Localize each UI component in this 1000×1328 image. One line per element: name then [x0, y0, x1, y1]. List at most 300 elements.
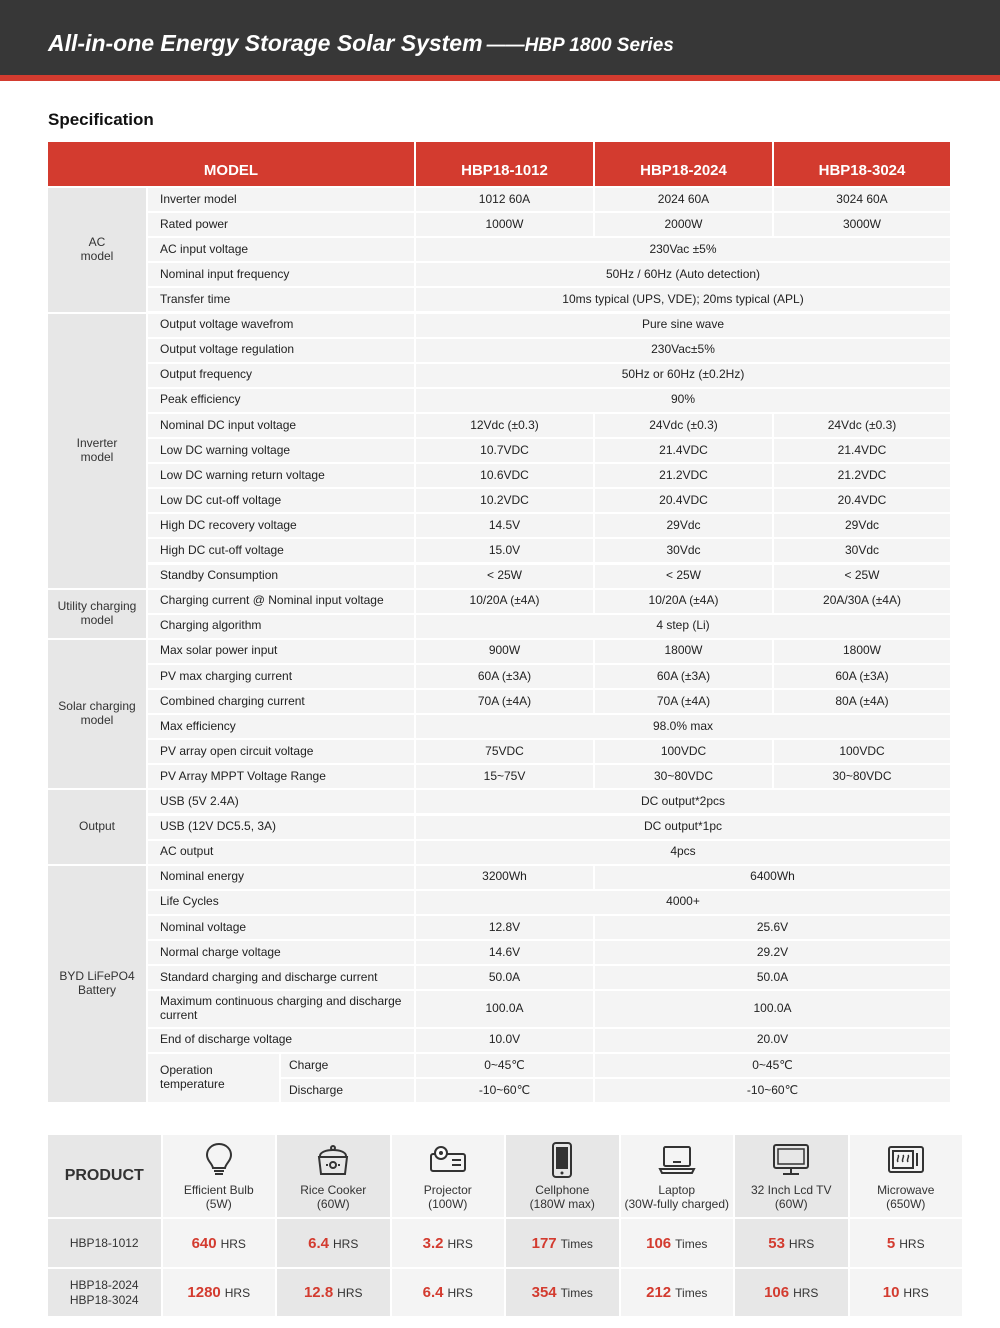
- row-inverter-model-hbp18-1012: [416, 188, 593, 211]
- row-standby-value: < 25W: [665, 568, 701, 583]
- runtime-value: [532, 1284, 593, 1301]
- device-power: (180W max): [529, 1197, 595, 1211]
- row-output-frequency-label-text: Output frequency: [160, 367, 253, 382]
- runtime-unit: HRS: [447, 1286, 473, 1300]
- row-operation-temperature-discharge-value: -10~60℃: [746, 1082, 799, 1097]
- row-operation-temperature-label-text: Operation temperature: [160, 1063, 225, 1092]
- row-combined-charging-hbp18-3024: [774, 690, 950, 713]
- product-runtime-table: [48, 1135, 952, 1318]
- runtime-unit: HRS: [793, 1286, 819, 1300]
- row-output-frequency-value-all: [416, 364, 950, 387]
- row-normal-charge-voltage-value: 29.2V: [756, 944, 789, 959]
- row-ac-output-value: 4pcs: [670, 844, 696, 859]
- device-name: 32 Inch Lcd TV: [751, 1183, 832, 1198]
- category-ac-line: model: [80, 248, 114, 263]
- row-peak-efficiency-label: [148, 389, 414, 412]
- runtime-unit: HRS: [788, 1236, 815, 1251]
- row-usb-12v-label-text: USB (12V DC5.5, 3A): [160, 819, 277, 834]
- row-end-discharge-voltage-value: 20.0V: [756, 1032, 789, 1047]
- row-normal-charge-voltage-hbp18-1012: [416, 941, 593, 964]
- row-high-dc-cutoff-value: 30Vdc: [666, 543, 701, 558]
- category-utility-line: Utility charging: [57, 598, 137, 613]
- row-high-dc-cutoff-hbp18-2024: [595, 539, 772, 562]
- row-low-dc-warning-label: [148, 439, 414, 462]
- row-pv-mppt-range-value: 15~75V: [483, 768, 526, 783]
- runtime-number: 106: [646, 1234, 672, 1252]
- row-low-dc-warning-return-hbp18-3024: [774, 464, 950, 487]
- runtime-number: 12.8: [303, 1284, 334, 1301]
- microwave-icon: [886, 1140, 926, 1180]
- row-rated-power-value: 1000W: [485, 216, 524, 231]
- row-max-solar-power-hbp18-2024: [595, 640, 772, 663]
- row-max-solar-power-value: 1800W: [664, 643, 703, 658]
- row-output-regulation-value-all: [416, 339, 950, 362]
- row-normal-charge-voltage-value: 14.6V: [488, 944, 521, 959]
- row-charging-current-value: 20A/30A (±4A): [823, 593, 901, 608]
- row-charging-algorithm-value: 4 step (Li): [656, 618, 710, 633]
- category-inverter-label: [77, 437, 118, 465]
- runtime-number: 106: [764, 1284, 790, 1301]
- category-utility: [48, 590, 146, 638]
- row-max-cont-current-value: 100.0A: [485, 1001, 524, 1016]
- row-standby-hbp18-2024: [595, 565, 772, 588]
- row-pv-open-circuit-value: 100VDC: [660, 743, 707, 758]
- row-end-discharge-voltage-value: 10.0V: [488, 1032, 521, 1047]
- product-label-cell: [48, 1135, 161, 1217]
- row-high-dc-cutoff-value: 15.0V: [488, 543, 521, 558]
- row-end-discharge-voltage-hbp18-2024-3024: [595, 1029, 950, 1052]
- runtime-number: 177: [531, 1234, 557, 1252]
- row-std-charge-current-label: [148, 966, 414, 989]
- row-max-efficiency-label: [148, 715, 414, 738]
- row-low-dc-warning-return-label-text: Low DC warning return voltage: [160, 467, 325, 482]
- row-std-charge-current-hbp18-1012: [416, 966, 593, 989]
- laptop-icon: [657, 1140, 697, 1180]
- row-low-dc-cutoff-hbp18-1012: [416, 489, 593, 512]
- row-ac-input-voltage-label-text: AC input voltage: [160, 241, 249, 256]
- row-combined-charging-value: 70A (±4A): [477, 693, 532, 708]
- row-high-dc-recovery-label: [148, 514, 414, 537]
- runtime-unit: HRS: [224, 1286, 251, 1300]
- row-rated-power-hbp18-2024: [595, 213, 772, 236]
- row-max-cont-current-value: 100.0A: [753, 1001, 792, 1016]
- runtime-value: [423, 1284, 473, 1301]
- header-model: [48, 142, 414, 186]
- row-max-solar-power-hbp18-1012: [416, 640, 593, 663]
- row-nominal-energy-label-text: Nominal energy: [160, 869, 245, 884]
- row-rated-power-value: 2000W: [664, 216, 703, 231]
- row-low-dc-warning-return-value: 10.6VDC: [480, 467, 529, 482]
- row-ac-output-label: [148, 841, 414, 864]
- row-usb-12v-label: [148, 816, 414, 839]
- row-pv-open-circuit-hbp18-1012: [416, 740, 593, 763]
- row-transfer-time-label-text: Transfer time: [160, 292, 231, 307]
- category-inverter-line: Inverter: [76, 435, 118, 450]
- device-laptop: [621, 1135, 734, 1217]
- row-low-dc-warning-return-hbp18-1012: [416, 464, 593, 487]
- row-standby-hbp18-1012: [416, 565, 593, 588]
- device-name: Projector: [423, 1183, 472, 1198]
- runtime-model-name: HBP18-3024: [69, 1292, 139, 1307]
- row-high-dc-cutoff-hbp18-1012: [416, 539, 593, 562]
- row-pv-open-circuit-label: [148, 740, 414, 763]
- header-hbp18-2024: [595, 142, 772, 186]
- runtime-cell: [277, 1269, 390, 1316]
- runtime-unit: HRS: [220, 1236, 246, 1251]
- row-pv-max-charging-value: 60A (±3A): [656, 668, 711, 683]
- row-nominal-dc-input-hbp18-1012: [416, 414, 593, 437]
- runtime-number: 10: [882, 1284, 900, 1301]
- row-pv-max-charging-hbp18-3024: [774, 665, 950, 688]
- category-solar-line: model: [80, 713, 114, 728]
- device-name: Efficient Bulb: [183, 1183, 254, 1198]
- row-high-dc-recovery-hbp18-2024: [595, 514, 772, 537]
- row-end-discharge-voltage-label: [148, 1029, 414, 1052]
- row-low-dc-cutoff-label: [148, 489, 414, 512]
- runtime-cell: [735, 1269, 848, 1316]
- row-combined-charging-label-text: Combined charging current: [160, 693, 305, 708]
- row-nominal-input-frequency-value-all: [416, 263, 950, 286]
- category-ac: [48, 188, 146, 312]
- row-low-dc-cutoff-hbp18-2024: [595, 489, 772, 512]
- row-usb-5v-label-text: USB (5V 2.4A): [160, 794, 239, 809]
- row-charging-current-value: 10/20A (±4A): [469, 593, 540, 608]
- row-standby-value: < 25W: [844, 568, 880, 583]
- row-pv-mppt-range-label: [148, 765, 414, 788]
- runtime-unit: HRS: [903, 1286, 929, 1300]
- header-hbp18-2024-text: HBP18-2024: [640, 162, 727, 180]
- row-charging-current-hbp18-2024: [595, 590, 772, 613]
- row-ac-input-voltage-label: [148, 238, 414, 261]
- row-pv-open-circuit-hbp18-3024: [774, 740, 950, 763]
- runtime-number: 6.4: [308, 1234, 329, 1252]
- runtime-value: [883, 1284, 929, 1301]
- row-transfer-time-label: [148, 288, 414, 311]
- row-operation-temperature-discharge-hbp18-2024-3024: [595, 1079, 950, 1102]
- runtime-number: 53: [768, 1234, 785, 1252]
- category-battery-line: BYD LiFePO4: [59, 969, 135, 984]
- runtime-cell: [506, 1219, 619, 1267]
- row-peak-efficiency-value: 90%: [670, 392, 696, 407]
- category-battery-line: Battery: [77, 982, 116, 997]
- runtime-cell: [850, 1269, 963, 1316]
- row-high-dc-recovery-label-text: High DC recovery voltage: [160, 517, 297, 532]
- row-low-dc-warning-return-value: 21.2VDC: [659, 467, 708, 482]
- row-max-efficiency-label-text: Max efficiency: [160, 718, 236, 733]
- runtime-number: 6.4: [422, 1284, 444, 1301]
- row-nominal-voltage-value: 12.8V: [488, 919, 521, 934]
- runtime-unit: Times: [560, 1286, 593, 1300]
- row-ac-input-voltage-value: 230Vac ±5%: [649, 241, 717, 256]
- row-nominal-dc-input-value: 12Vdc (±0.3): [470, 417, 539, 432]
- row-output-waveform-label-text: Output voltage wavefrom: [160, 317, 294, 332]
- row-max-solar-power-hbp18-3024: [774, 640, 950, 663]
- row-high-dc-cutoff-hbp18-3024: [774, 539, 950, 562]
- row-inverter-model-value: 2024 60A: [657, 191, 710, 206]
- row-pv-open-circuit-value: 75VDC: [485, 743, 524, 758]
- row-charging-current-value: 10/20A (±4A): [648, 593, 719, 608]
- category-inverter: [48, 314, 146, 588]
- row-high-dc-recovery-hbp18-1012: [416, 514, 593, 537]
- row-output-regulation-value: 230Vac±5%: [651, 342, 715, 357]
- row-peak-efficiency-label-text: Peak efficiency: [160, 392, 241, 407]
- device-power: (5W): [205, 1197, 232, 1211]
- row-operation-temperature-charge-label-text: Charge: [289, 1057, 329, 1072]
- row-ac-output-value-all: [416, 841, 950, 864]
- row-life-cycles-label: [148, 891, 414, 914]
- row-normal-charge-voltage-label-text: Normal charge voltage: [160, 944, 281, 959]
- row-inverter-model-value: 3024 60A: [836, 191, 888, 206]
- row-peak-efficiency-value-all: [416, 389, 950, 412]
- device-name: Cellphone: [535, 1183, 590, 1198]
- runtime-unit: HRS: [337, 1286, 363, 1300]
- row-pv-open-circuit-value: 100VDC: [839, 743, 885, 758]
- row-charging-current-label-text: Charging current @ Nominal input voltage: [160, 593, 384, 608]
- row-pv-mppt-range-label-text: PV Array MPPT Voltage Range: [160, 768, 326, 783]
- row-high-dc-cutoff-value: 30Vdc: [844, 543, 880, 558]
- category-output-label: [79, 820, 115, 834]
- device-projector: [392, 1135, 505, 1217]
- row-high-dc-cutoff-label-text: High DC cut-off voltage: [160, 543, 284, 558]
- row-charging-algorithm-value-all: [416, 615, 950, 638]
- row-operation-temperature-discharge-label: [281, 1079, 414, 1102]
- row-usb-5v-value: DC output*2pcs: [640, 794, 726, 809]
- device-power: (60W): [316, 1197, 350, 1211]
- row-operation-temperature-discharge-value: -10~60℃: [478, 1082, 531, 1097]
- runtime-value: [887, 1235, 925, 1252]
- row-low-dc-cutoff-label-text: Low DC cut-off voltage: [160, 492, 282, 507]
- runtime-cell: [506, 1269, 619, 1316]
- row-inverter-model-value: 1012 60A: [478, 191, 531, 206]
- row-std-charge-current-label-text: Standard charging and discharge current: [160, 969, 378, 984]
- row-charging-algorithm-label-text: Charging algorithm: [160, 618, 262, 633]
- row-low-dc-warning-return-label: [148, 464, 414, 487]
- row-high-dc-recovery-hbp18-3024: [774, 514, 950, 537]
- runtime-number: 3.2: [422, 1234, 444, 1252]
- runtime-cell: [277, 1219, 390, 1267]
- row-inverter-model-hbp18-3024: [774, 188, 950, 211]
- header-accent-stripe: [0, 75, 1000, 81]
- row-high-dc-cutoff-label: [148, 539, 414, 562]
- row-pv-max-charging-label: [148, 665, 414, 688]
- row-standby-label-text: Standby Consumption: [160, 568, 279, 583]
- row-operation-temperature-charge-value: 0~45℃: [752, 1057, 793, 1072]
- row-nominal-input-frequency-value: 50Hz / 60Hz (Auto detection): [605, 266, 761, 281]
- row-std-charge-current-hbp18-2024-3024: [595, 966, 950, 989]
- header-model-text: MODEL: [203, 162, 259, 180]
- row-nominal-voltage-label-text: Nominal voltage: [160, 919, 247, 934]
- projector-icon: [428, 1140, 468, 1180]
- row-max-solar-power-value: 900W: [488, 643, 521, 658]
- category-ac-line: AC: [88, 234, 106, 249]
- row-usb-12v-value: DC output*1pc: [643, 819, 723, 834]
- row-operation-temperature-discharge-hbp18-1012: [416, 1079, 593, 1102]
- row-nominal-energy-value: 3200Wh: [482, 869, 527, 884]
- row-output-waveform-value-all: [416, 314, 950, 337]
- row-nominal-energy-hbp18-2024-3024: [595, 866, 950, 889]
- runtime-cell: [850, 1219, 963, 1267]
- runtime-number: 640: [191, 1234, 217, 1252]
- row-normal-charge-voltage-hbp18-2024-3024: [595, 941, 950, 964]
- row-charging-current-label: [148, 590, 414, 613]
- row-max-solar-power-label-text: Max solar power input: [160, 643, 278, 658]
- row-output-waveform-value: Pure sine wave: [641, 317, 725, 332]
- row-high-dc-recovery-value: 29Vdc: [666, 517, 701, 532]
- row-rated-power-hbp18-1012: [416, 213, 593, 236]
- device-power: (30W-fully charged): [624, 1197, 729, 1211]
- row-operation-temperature-label: [148, 1054, 279, 1102]
- runtime-row-model: [48, 1269, 161, 1316]
- row-max-efficiency-value-all: [416, 715, 950, 738]
- runtime-value: [308, 1235, 358, 1252]
- runtime-row-model: [48, 1219, 161, 1267]
- runtime-model-name: HBP18-1012: [69, 1235, 139, 1250]
- category-battery: [48, 866, 146, 1102]
- runtime-value: [187, 1284, 250, 1301]
- row-low-dc-cutoff-value: 20.4VDC: [659, 492, 708, 507]
- row-life-cycles-value-all: [416, 891, 950, 914]
- device-tv: [735, 1135, 848, 1217]
- row-pv-open-circuit-hbp18-2024: [595, 740, 772, 763]
- row-nominal-dc-input-value: 24Vdc (±0.3): [827, 417, 897, 432]
- category-ac-label: [81, 236, 114, 264]
- cellphone-icon: [542, 1140, 582, 1180]
- specification-table: [48, 142, 952, 1107]
- row-combined-charging-hbp18-2024: [595, 690, 772, 713]
- row-pv-max-charging-hbp18-2024: [595, 665, 772, 688]
- row-nominal-voltage-hbp18-2024-3024: [595, 916, 950, 939]
- row-low-dc-cutoff-value: 10.2VDC: [480, 492, 529, 507]
- title-text: All-in-one Energy Storage Solar System: [48, 30, 483, 56]
- row-pv-mppt-range-value: 30~80VDC: [832, 768, 892, 783]
- row-nominal-dc-input-label-text: Nominal DC input voltage: [160, 417, 297, 432]
- row-pv-max-charging-label-text: PV max charging current: [160, 668, 293, 683]
- category-solar-label: [58, 700, 135, 728]
- runtime-unit: Times: [560, 1236, 593, 1251]
- row-pv-max-charging-value: 60A (±3A): [477, 668, 532, 683]
- row-output-waveform-label: [148, 314, 414, 337]
- runtime-value: [646, 1235, 707, 1252]
- runtime-value: [646, 1284, 707, 1301]
- device-name: Rice Cooker: [300, 1183, 367, 1198]
- row-rated-power-value: 3000W: [842, 216, 882, 231]
- row-operation-temperature-charge-value: 0~45℃: [484, 1057, 525, 1072]
- row-life-cycles-label-text: Life Cycles: [160, 894, 219, 909]
- header-hbp18-1012: [416, 142, 593, 186]
- row-usb-5v-value-all: [416, 790, 950, 813]
- row-max-solar-power-label: [148, 640, 414, 663]
- row-combined-charging-hbp18-1012: [416, 690, 593, 713]
- row-life-cycles-value: 4000+: [666, 894, 700, 909]
- runtime-unit: HRS: [447, 1236, 473, 1251]
- runtime-value: [192, 1235, 246, 1252]
- runtime-cell: [163, 1219, 276, 1267]
- row-low-dc-cutoff-value: 20.4VDC: [837, 492, 887, 507]
- page-title: [48, 30, 674, 57]
- row-pv-open-circuit-label-text: PV array open circuit voltage: [160, 743, 314, 758]
- row-inverter-model-label-text: Inverter model: [160, 191, 237, 206]
- row-nominal-input-frequency-label: [148, 263, 414, 286]
- row-transfer-time-value: 10ms typical (UPS, VDE); 20ms typical (APL): [562, 292, 804, 307]
- runtime-value: [423, 1235, 473, 1252]
- row-rated-power-hbp18-3024: [774, 213, 950, 236]
- runtime-cell: [163, 1269, 276, 1316]
- runtime-number: 1280: [187, 1284, 221, 1301]
- row-output-frequency-label: [148, 364, 414, 387]
- rice-cooker-icon: [313, 1140, 353, 1180]
- section-title: Specification: [48, 110, 154, 129]
- row-low-dc-warning-value: 21.4VDC: [837, 442, 887, 457]
- row-nominal-energy-hbp18-1012: [416, 866, 593, 889]
- header-hbp18-3024-text: HBP18-3024: [818, 162, 906, 180]
- row-nominal-dc-input-value: 24Vdc (±0.3): [649, 417, 718, 432]
- row-operation-temperature-charge-hbp18-1012: [416, 1054, 593, 1077]
- runtime-number: 212: [646, 1284, 672, 1301]
- tv-icon: [771, 1140, 811, 1180]
- row-combined-charging-value: 80A (±4A): [835, 693, 889, 708]
- runtime-unit: HRS: [333, 1236, 359, 1251]
- bulb-icon: [199, 1140, 239, 1180]
- runtime-model-name: HBP18-2024: [69, 1278, 139, 1293]
- runtime-number: 5: [886, 1234, 896, 1252]
- row-standby-hbp18-3024: [774, 565, 950, 588]
- row-charging-algorithm-label: [148, 615, 414, 638]
- row-end-discharge-voltage-hbp18-1012: [416, 1029, 593, 1052]
- row-operation-temperature-charge-label: [281, 1054, 414, 1077]
- row-std-charge-current-value: 50.0A: [756, 969, 789, 984]
- row-std-charge-current-value: 50.0A: [488, 969, 521, 984]
- row-max-cont-current-hbp18-2024-3024: [595, 991, 950, 1027]
- device-name: Laptop: [658, 1183, 696, 1198]
- device-name: Microwave: [877, 1183, 935, 1198]
- device-cellphone: [506, 1135, 619, 1217]
- row-nominal-voltage-hbp18-1012: [416, 916, 593, 939]
- row-nominal-energy-value: 6400Wh: [750, 869, 795, 884]
- row-nominal-dc-input-hbp18-2024: [595, 414, 772, 437]
- row-transfer-time-value-all: [416, 288, 950, 311]
- device-microwave: [850, 1135, 963, 1217]
- row-nominal-dc-input-hbp18-3024: [774, 414, 950, 437]
- row-low-dc-warning-label-text: Low DC warning voltage: [160, 442, 291, 457]
- category-solar-line: Solar charging: [58, 699, 136, 714]
- row-pv-mppt-range-hbp18-1012: [416, 765, 593, 788]
- row-low-dc-warning-value: 10.7VDC: [480, 442, 529, 457]
- row-max-cont-current-hbp18-1012: [416, 991, 593, 1027]
- row-normal-charge-voltage-label: [148, 941, 414, 964]
- row-charging-current-hbp18-3024: [774, 590, 950, 613]
- row-end-discharge-voltage-label-text: End of discharge voltage: [160, 1032, 293, 1047]
- category-inverter-line: model: [80, 449, 114, 464]
- row-ac-input-voltage-value-all: [416, 238, 950, 261]
- row-max-cont-current-label: [148, 991, 414, 1027]
- row-low-dc-warning-hbp18-2024: [595, 439, 772, 462]
- row-usb-5v-label: [148, 790, 414, 813]
- row-low-dc-warning-return-hbp18-2024: [595, 464, 772, 487]
- category-utility-label: [58, 600, 137, 628]
- row-low-dc-warning-hbp18-3024: [774, 439, 950, 462]
- row-high-dc-recovery-value: 14.5V: [488, 517, 521, 532]
- runtime-value: [304, 1284, 363, 1301]
- product-label: PRODUCT: [64, 1167, 144, 1184]
- row-low-dc-warning-hbp18-1012: [416, 439, 593, 462]
- row-nominal-voltage-label: [148, 916, 414, 939]
- row-rated-power-label: [148, 213, 414, 236]
- row-rated-power-label-text: Rated power: [160, 216, 229, 231]
- row-pv-mppt-range-hbp18-2024: [595, 765, 772, 788]
- row-pv-mppt-range-value: 30~80VDC: [653, 768, 714, 783]
- runtime-cell: [735, 1219, 848, 1267]
- device-power: (60W): [774, 1197, 808, 1211]
